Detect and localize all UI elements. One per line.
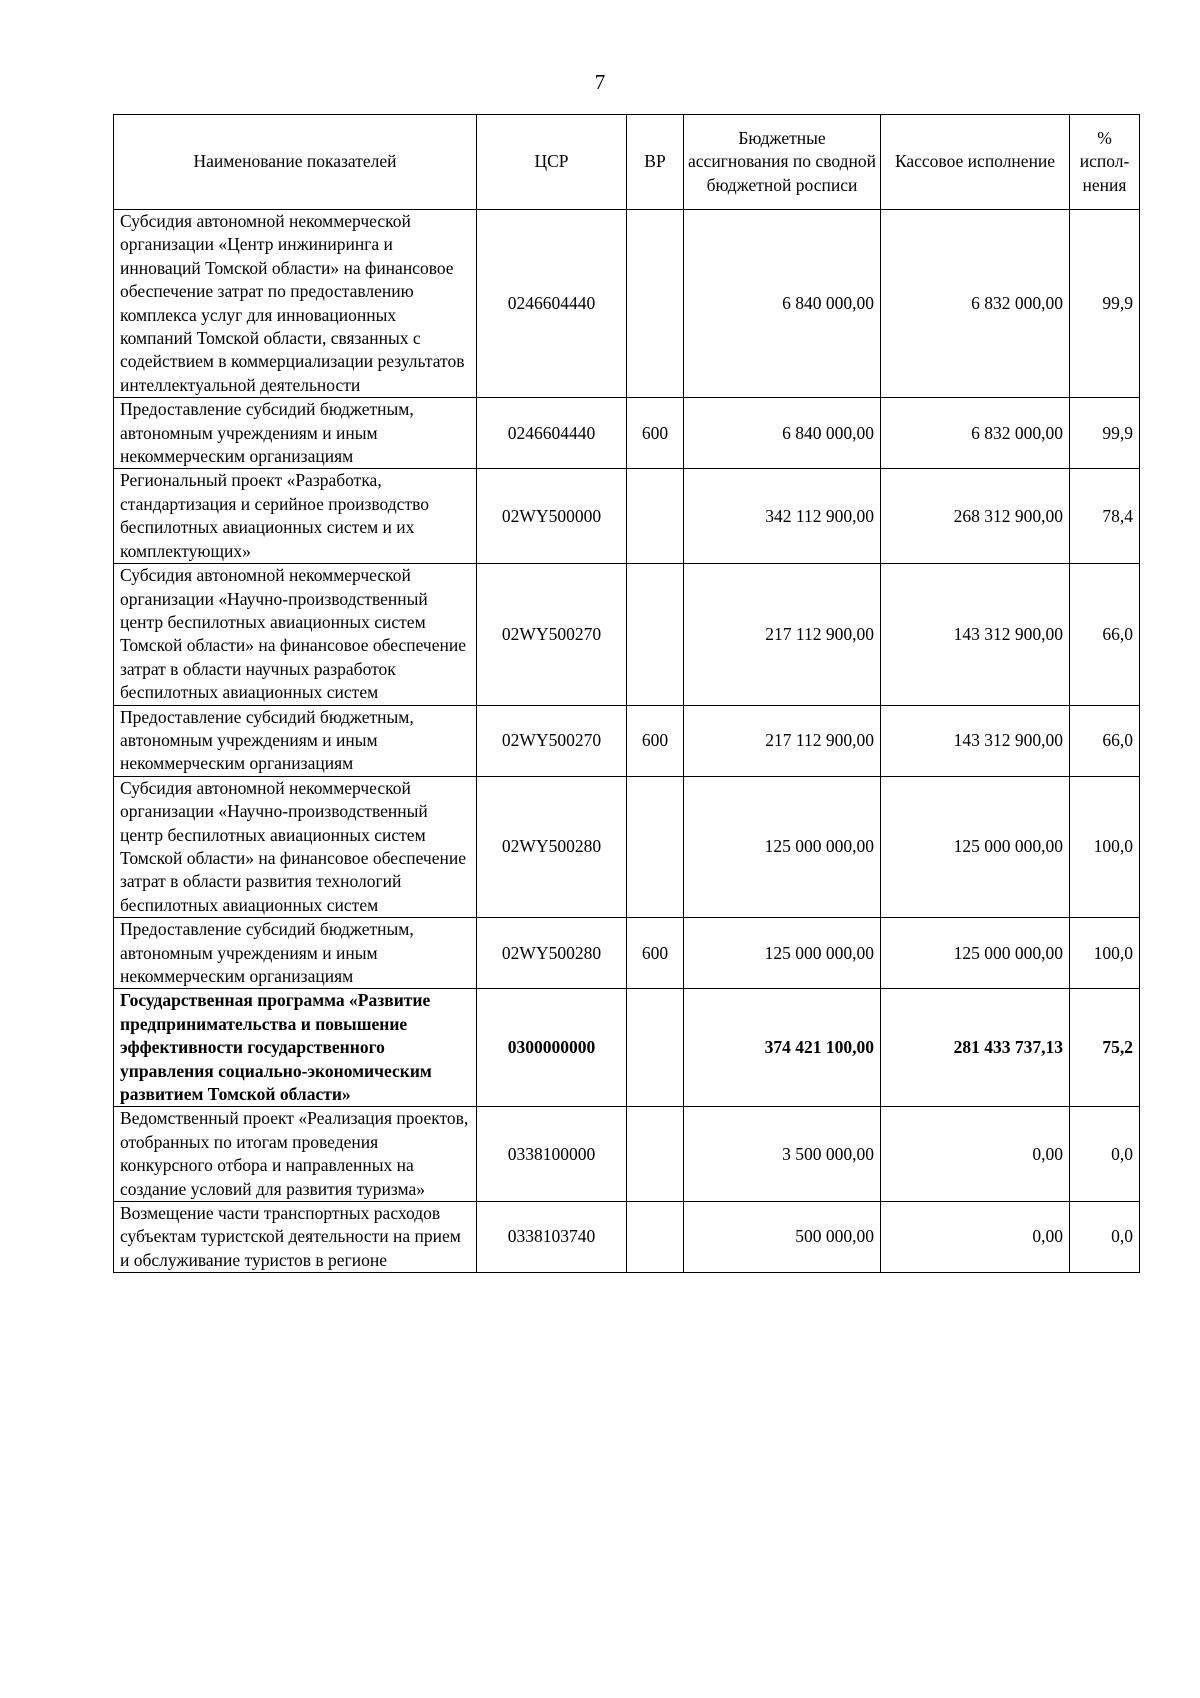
row-vr-cell <box>627 1107 684 1202</box>
row-csr-cell: 02WY500270 <box>477 564 627 705</box>
header-csr: ЦСР <box>477 115 627 210</box>
row-pct-cell: 0,0 <box>1070 1202 1140 1273</box>
row-pct-cell: 99,9 <box>1070 210 1140 398</box>
row-name-cell: Предоставление субсидий бюджетным, автономным учреждениям и иным некоммерческим организациям <box>114 398 477 469</box>
row-csr-cell: 02WY500000 <box>477 469 627 564</box>
row-vr-cell <box>627 469 684 564</box>
row-pct-cell: 99,9 <box>1070 398 1140 469</box>
row-cash-cell: 281 433 737,13 <box>881 989 1070 1107</box>
table-row <box>114 1107 1140 1202</box>
header-cash: Кассовое исполнение <box>881 115 1070 210</box>
row-pct-cell: 100,0 <box>1070 918 1140 989</box>
row-cash-cell: 268 312 900,00 <box>881 469 1070 564</box>
row-name-cell: Государственная программа «Развитие предпринимательства и повышение эффективности государственного управления социально-экономическим развитием Томской области» <box>114 989 477 1107</box>
row-cash-cell: 0,00 <box>881 1107 1070 1202</box>
row-budget-cell: 374 421 100,00 <box>684 989 881 1107</box>
row-cash-cell: 143 312 900,00 <box>881 705 1070 776</box>
row-vr-cell <box>627 1202 684 1273</box>
row-budget-cell: 500 000,00 <box>684 1202 881 1273</box>
row-vr-cell: 600 <box>627 705 684 776</box>
row-pct-cell: 66,0 <box>1070 564 1140 705</box>
row-csr-cell: 02WY500280 <box>477 918 627 989</box>
row-cash-cell: 6 832 000,00 <box>881 210 1070 398</box>
table-row <box>114 1202 1140 1273</box>
table-row <box>114 918 1140 989</box>
table-row <box>114 398 1140 469</box>
row-budget-cell: 125 000 000,00 <box>684 776 881 917</box>
row-csr-cell: 0246604440 <box>477 210 627 398</box>
header-vr: ВР <box>627 115 684 210</box>
row-name-cell: Субсидия автономной некоммерческой организации «Научно-производственный центр беспилотных авиационных систем Томской области» на финансовое обеспечение затрат в области научных разработок беспилотных авиационных систем <box>114 564 477 705</box>
table-row <box>114 469 1140 564</box>
row-vr-cell <box>627 989 684 1107</box>
header-name: Наименование показателей <box>114 115 477 210</box>
row-csr-cell: 02WY500280 <box>477 776 627 917</box>
table-row <box>114 564 1140 705</box>
row-budget-cell: 217 112 900,00 <box>684 705 881 776</box>
row-vr-cell <box>627 564 684 705</box>
row-budget-cell: 125 000 000,00 <box>684 918 881 989</box>
row-csr-cell: 02WY500270 <box>477 705 627 776</box>
row-csr-cell: 0300000000 <box>477 989 627 1107</box>
header-pct: % испол- нения <box>1070 115 1140 210</box>
row-cash-cell: 125 000 000,00 <box>881 918 1070 989</box>
row-vr-cell: 600 <box>627 918 684 989</box>
row-name-cell: Возмещение части транспортных расходов субъектам туристской деятельности на прием и обслуживание туристов в регионе <box>114 1202 477 1273</box>
row-name-cell: Субсидия автономной некоммерческой организации «Центр инжиниринга и инноваций Томской области» на финансовое обеспечение затрат по предоставлению комплекса услуг для инновационных компаний Томской области, связанных с содействием в коммерциализации результатов интеллектуальной деятельности <box>114 210 477 398</box>
row-vr-cell <box>627 210 684 398</box>
table-header-row <box>114 115 1140 210</box>
row-budget-cell: 342 112 900,00 <box>684 469 881 564</box>
row-csr-cell: 0338100000 <box>477 1107 627 1202</box>
row-cash-cell: 6 832 000,00 <box>881 398 1070 469</box>
row-pct-cell: 78,4 <box>1070 469 1140 564</box>
row-cash-cell: 125 000 000,00 <box>881 776 1070 917</box>
row-pct-cell: 66,0 <box>1070 705 1140 776</box>
row-name-cell: Предоставление субсидий бюджетным, автономным учреждениям и иным некоммерческим организациям <box>114 918 477 989</box>
row-budget-cell: 217 112 900,00 <box>684 564 881 705</box>
table-body <box>114 210 1140 1273</box>
row-csr-cell: 0338103740 <box>477 1202 627 1273</box>
table-row <box>114 210 1140 398</box>
budget-execution-table <box>113 114 1140 1273</box>
table-row <box>114 705 1140 776</box>
table-row <box>114 989 1140 1107</box>
row-csr-cell: 0246604440 <box>477 398 627 469</box>
page-number: 7 <box>594 70 606 94</box>
header-budget: Бюджетные ассигнования по сводной бюджетной росписи <box>684 115 881 210</box>
row-name-cell: Предоставление субсидий бюджетным, автономным учреждениям и иным некоммерческим организациям <box>114 705 477 776</box>
row-vr-cell <box>627 776 684 917</box>
row-name-cell: Региональный проект «Разработка, стандартизация и серийное производство беспилотных авиационных систем и их комплектующих» <box>114 469 477 564</box>
table-row <box>114 776 1140 917</box>
row-cash-cell: 143 312 900,00 <box>881 564 1070 705</box>
row-vr-cell: 600 <box>627 398 684 469</box>
row-pct-cell: 0,0 <box>1070 1107 1140 1202</box>
row-budget-cell: 3 500 000,00 <box>684 1107 881 1202</box>
row-cash-cell: 0,00 <box>881 1202 1070 1273</box>
row-name-cell: Ведомственный проект «Реализация проектов, отобранных по итогам проведения конкурсного отбора и направленных на создание условий для развития туризма» <box>114 1107 477 1202</box>
row-pct-cell: 75,2 <box>1070 989 1140 1107</box>
row-pct-cell: 100,0 <box>1070 776 1140 917</box>
row-name-cell: Субсидия автономной некоммерческой организации «Научно-производственный центр беспилотных авиационных систем Томской области» на финансовое обеспечение затрат в области развития технологий беспилотных авиационных систем <box>114 776 477 917</box>
row-budget-cell: 6 840 000,00 <box>684 210 881 398</box>
row-budget-cell: 6 840 000,00 <box>684 398 881 469</box>
